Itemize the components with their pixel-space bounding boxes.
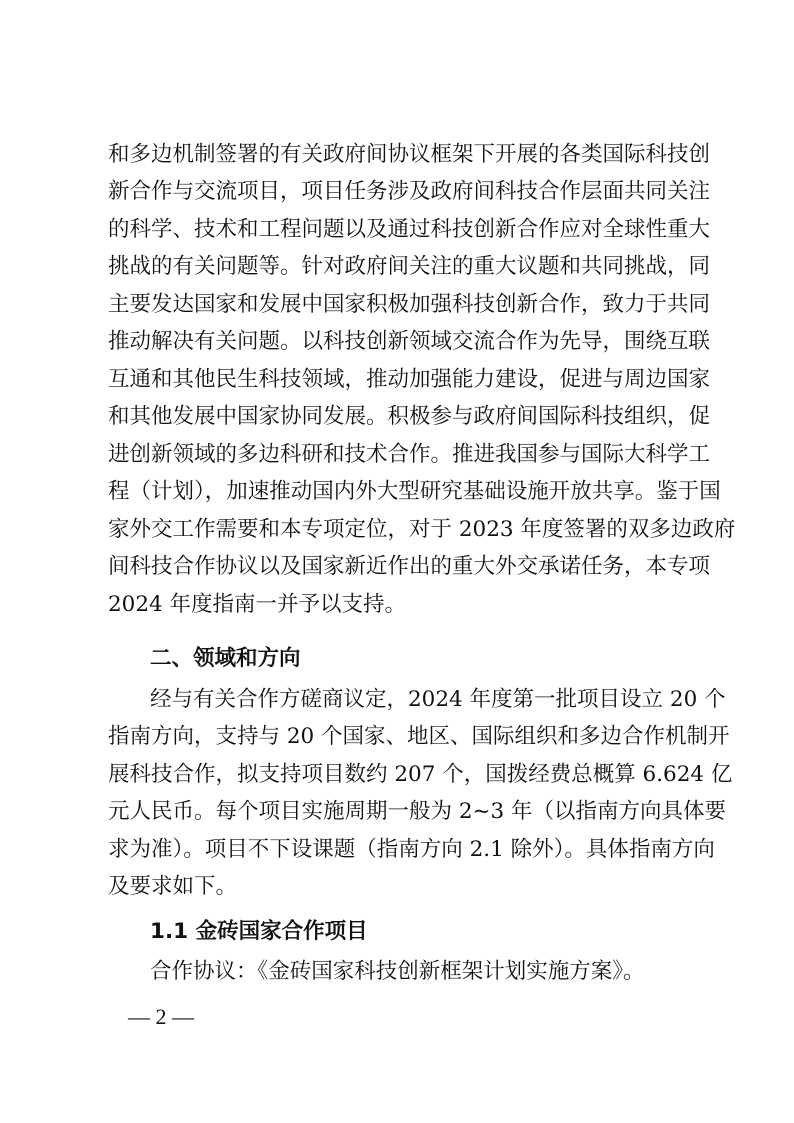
body-text-line: 和多边机制签署的有关政府间协议框架下开展的各类国际科技创 <box>108 142 711 167</box>
body-text-line: 展科技合作，拟支持项目数约 207 个，国拨经费总概算 6.624 亿 <box>108 762 733 787</box>
body-text-line: 新合作与交流项目，项目任务涉及政府间科技合作层面共同关注 <box>108 179 711 204</box>
body-text-line: 间科技合作协议以及国家新近作出的重大外交承诺任务，本专项 <box>108 554 711 579</box>
section-heading: 二、领域和方向 <box>150 646 301 671</box>
body-text-line: 家外交工作需要和本专项定位，对于 2023 年度签署的双多边政府 <box>108 517 736 542</box>
body-text-line: 主要发达国家和发展中国家积极加强科技创新合作，致力于共同 <box>108 292 711 317</box>
body-text-line: 和其他发展中国家协同发展。积极参与政府间国际科技组织，促 <box>108 404 711 429</box>
body-text-line: 及要求如下。 <box>108 874 238 899</box>
page-number: — 2 — <box>128 1004 194 1029</box>
subsection-heading: 1.1 金砖国家合作项目 <box>150 919 368 944</box>
body-text-line: 进创新领域的多边科研和技术合作。推进我国参与国际大科学工 <box>108 442 711 467</box>
body-text-line: 推动解决有关问题。以科技创新领域交流合作为先导，围绕互联 <box>108 329 711 354</box>
cooperation-agreement-text: 合作协议：《金砖国家科技创新框架计划实施方案》。 <box>150 959 645 984</box>
body-text-line: 互通和其他民生科技领域，推动加强能力建设，促进与周边国家 <box>108 367 711 392</box>
body-text-line: 元人民币。每个项目实施周期一般为 2~3 年（以指南方向具体要 <box>108 799 727 824</box>
body-text-line: 2024 年度指南一并予以支持。 <box>108 592 407 617</box>
body-text-line: 的科学、技术和工程问题以及通过科技创新合作应对全球性重大 <box>108 217 711 242</box>
body-text-line: 经与有关合作方磋商议定，2024 年度第一批项目设立 20 个 <box>150 687 726 712</box>
body-text-line: 程（计划），加速推动国内外大型研究基础设施开放共享。鉴于国 <box>108 479 721 504</box>
body-text-line: 挑战的有关问题等。针对政府间关注的重大议题和共同挑战，同 <box>108 254 711 279</box>
body-text-line: 指南方向，支持与 20 个国家、地区、国际组织和多边合作机制开 <box>108 724 730 749</box>
body-text-line: 求为准）。项目不下设课题（指南方向 2.1 除外）。具体指南方向 <box>108 837 715 862</box>
